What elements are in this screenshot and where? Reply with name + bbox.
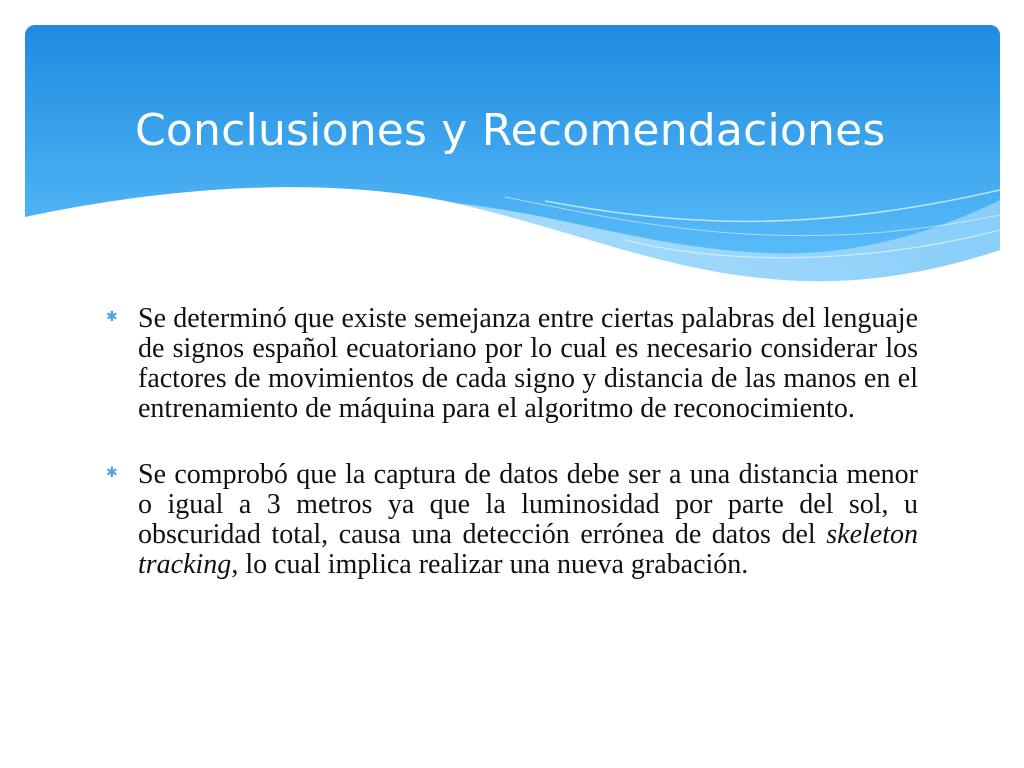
- bullet-item: [106, 460, 918, 580]
- slide-header: [25, 25, 1000, 290]
- bullet-item: [106, 304, 918, 424]
- bullet-text-part: Se comprobó que la captura de datos debe ser a una distancia menor o igual a 3 metros ya que la luminosidad por parte del sol, u obscuridad total, causa una detección errónea de datos del: [138, 459, 918, 550]
- bullet-text-italic: skeleton tracking: [138, 519, 918, 580]
- bullet-list: [106, 304, 918, 616]
- slide-title: Conclusiones y Recomendaciones: [135, 105, 886, 156]
- bullet-text: Se determinó que existe semejanza entre ciertas palabras del lenguaje de signos español ecuatoriano por lo cual es necesario considerar los factores de movimientos de cada signo y distancia de las manos en el entrenamiento de máquina para el algoritmo de reconocimiento.: [138, 303, 918, 424]
- asterisk-bullet-icon: ✱: [106, 309, 118, 325]
- asterisk-bullet-icon: ✱: [106, 465, 118, 481]
- bullet-text: [138, 460, 918, 580]
- header-background-wave: [25, 25, 1000, 290]
- bullet-text-part: , lo cual implica realizar una nueva grabación.: [231, 549, 749, 580]
